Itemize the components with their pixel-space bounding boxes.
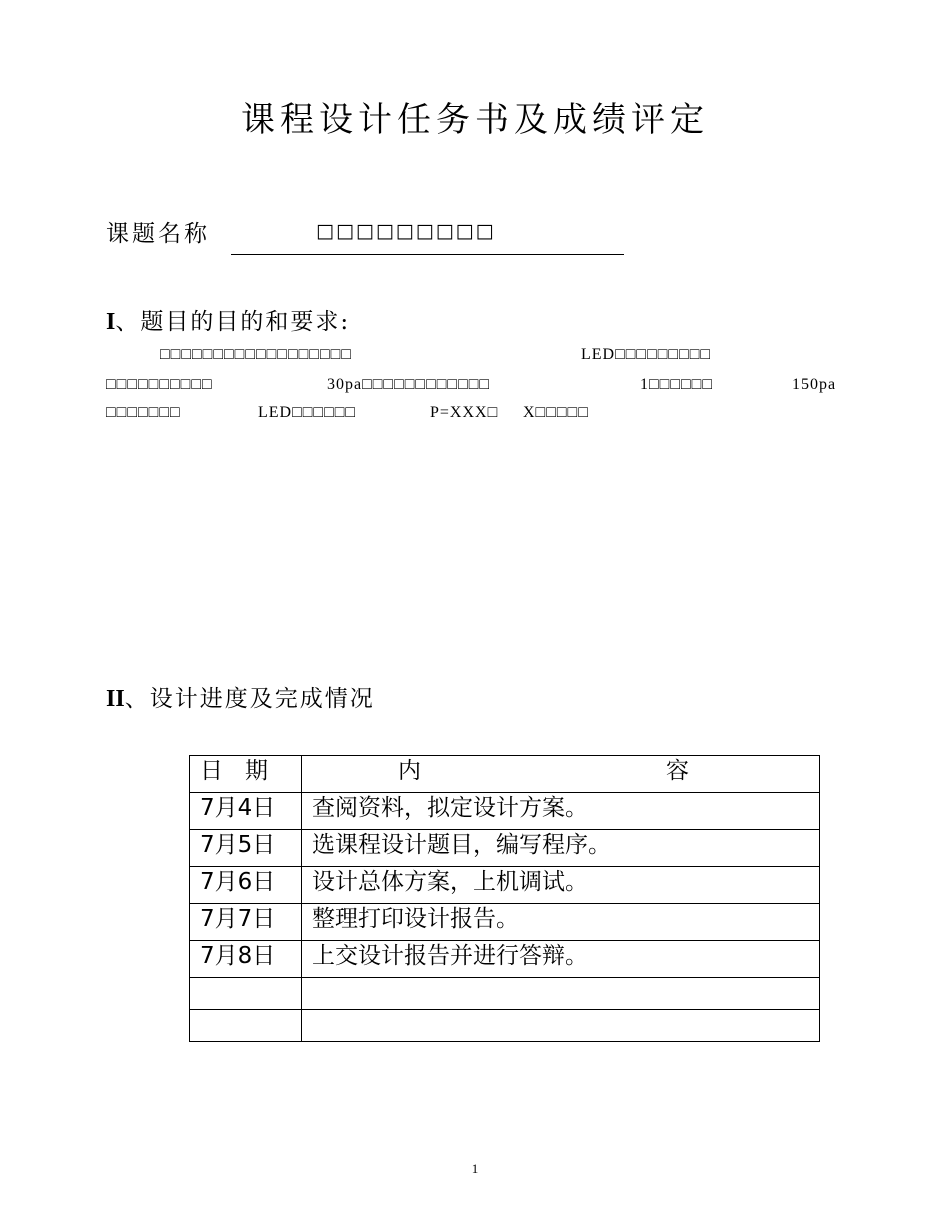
req-line-2-seg-3: 1□□□□□□	[640, 376, 713, 393]
page-number: 1	[471, 1161, 479, 1176]
table-header-row	[190, 756, 820, 793]
req-line-2-seg-2: 30pa□□□□□□□□□□□□	[327, 376, 491, 393]
header-date-char-2: 期	[245, 758, 268, 784]
topic-underline	[231, 254, 624, 255]
section-2-heading	[106, 680, 375, 713]
section-1-numeral: I	[106, 309, 116, 335]
row-content: 整理打印设计报告。	[302, 904, 820, 941]
header-date	[190, 756, 302, 793]
header-content-char-1: 内	[398, 758, 421, 784]
table-row	[190, 904, 820, 941]
row-date: 7月5日	[190, 830, 302, 867]
row-date: 7月7日	[190, 904, 302, 941]
row-content: 设计总体方案，上机调试。	[302, 867, 820, 904]
table-row	[190, 941, 820, 978]
table-row	[190, 867, 820, 904]
row-content: 上交设计报告并进行答辩。	[302, 941, 820, 978]
page-title: 课程设计任务书及成绩评定	[241, 100, 709, 140]
topic-value: □□□□□□□□□	[316, 220, 496, 242]
header-date-char-1: 日	[200, 758, 245, 784]
section-2-heading-text: 、设计进度及完成情况	[124, 686, 375, 712]
req-line-3-seg-3: P=XXX□	[430, 404, 499, 421]
row-content: 选课程设计题目，编写程序。	[302, 830, 820, 867]
table-row	[190, 830, 820, 867]
req-line-3-seg-4: X□□□□□	[523, 404, 589, 421]
req-line-1-seg-1: □□□□□□□□□□□□□□□□□□	[160, 346, 352, 363]
row-date: 7月4日	[190, 793, 302, 830]
header-content	[302, 756, 820, 793]
row-date-empty	[190, 978, 302, 1010]
row-content-empty	[302, 978, 820, 1010]
table-row-empty	[190, 978, 820, 1010]
row-date: 7月8日	[190, 941, 302, 978]
header-content-char-2: 容	[666, 758, 689, 784]
req-line-2-seg-1: □□□□□□□□□□	[106, 376, 213, 393]
req-line-3-seg-1: □□□□□□□	[106, 404, 181, 421]
progress-table	[189, 755, 820, 1042]
topic-label: 课题名称	[106, 221, 210, 247]
row-content-empty	[302, 1010, 820, 1042]
section-1-heading-text: 、题目的目的和要求:	[115, 309, 351, 335]
row-date: 7月6日	[190, 867, 302, 904]
req-line-3-seg-2: LED□□□□□□	[258, 404, 357, 421]
table-row	[190, 793, 820, 830]
section-1-heading	[106, 303, 350, 336]
req-line-2-seg-4: 150pa	[792, 376, 837, 393]
section-2-numeral: II	[106, 686, 125, 712]
table-row-empty	[190, 1010, 820, 1042]
row-content: 查阅资料，拟定设计方案。	[302, 793, 820, 830]
row-date-empty	[190, 1010, 302, 1042]
req-line-1-seg-2: LED□□□□□□□□□	[581, 346, 712, 363]
